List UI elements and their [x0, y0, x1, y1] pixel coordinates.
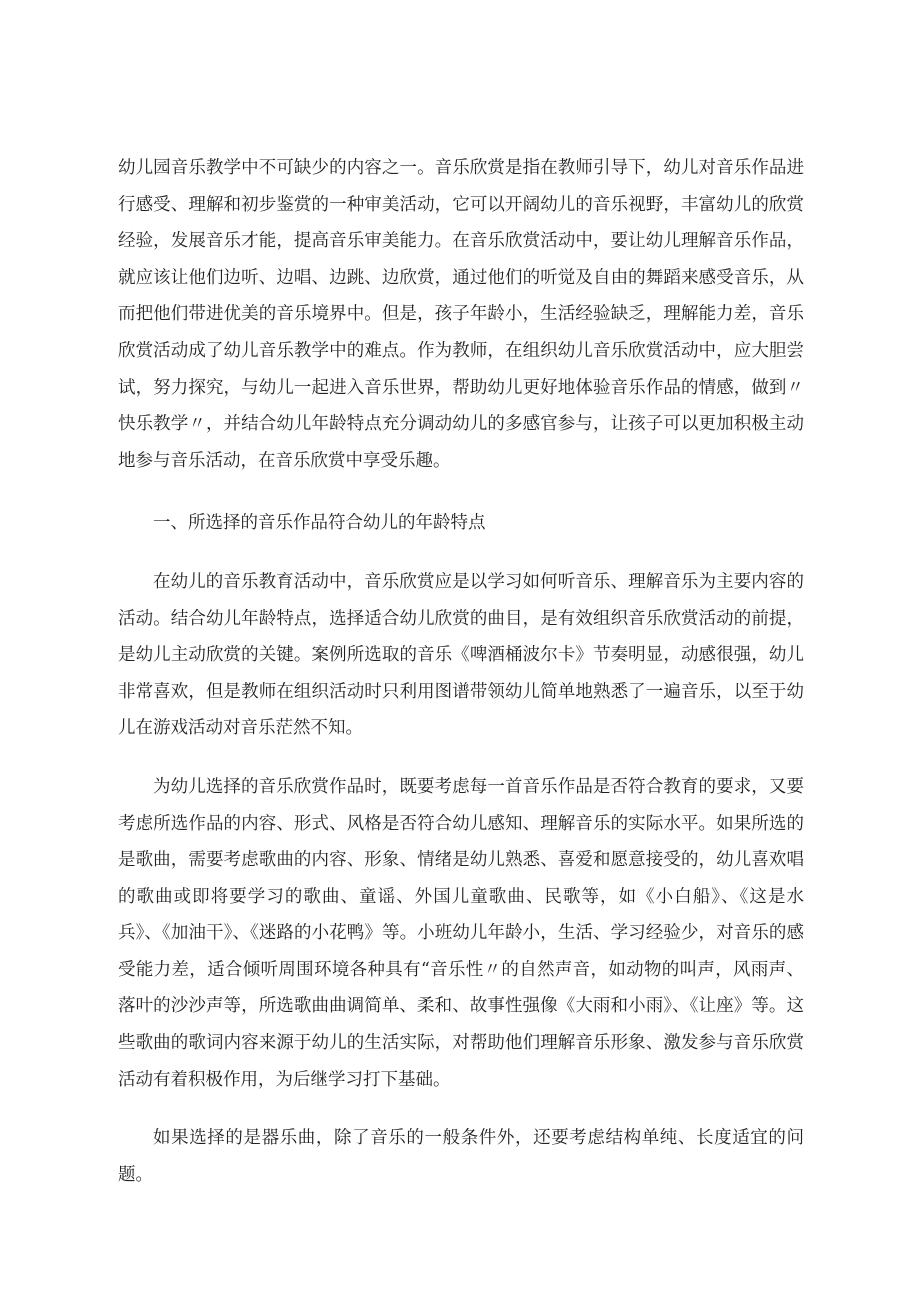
- section-heading: 一、所选择的音乐作品符合幼儿的年龄特点: [153, 513, 486, 534]
- body-paragraph: 为幼儿选择的音乐欣赏作品时，既要考虑每一首音乐作品是否符合教育的要求，又要考虑所选作品的内容、形式、风格是否符合幼儿感知、理解音乐的实际水平。如果所选的是歌曲，需要考虑歌曲的内容、形象、情绪是幼儿熟悉、喜爱和愿意接受的，幼儿喜欢唱的歌曲或即将要学习的歌曲、童谣、外国儿童歌曲、民歌等，如《小白船》、《这是水兵》、《加油干》、《迷路的小花鸭》等。小班幼儿年龄小，生活、学习经验少，对音乐的感受能力差，适合倾听周围环境各种具有“音乐性〃的自然声音，如动物的叫声，风雨声、落叶的沙沙声等，所选歌曲曲调简单、柔和、故事性强像《大雨和小雨》、《让座》等。这些歌曲的歌词内容来源于幼儿的生活实际，对帮助他们理解音乐形象、激发参与音乐欣赏活动有着积极作用，为后继学习打下基础。: [118, 776, 804, 1090]
- intro-paragraph: 幼儿园音乐教学中不可缺少的内容之一。音乐欣赏是指在教师引导下，幼儿对音乐作品进行感受、理解和初步鉴赏的一种审美活动，它可以开阔幼儿的音乐视野，丰富幼儿的欣赏经验，发展音乐才能，提高音乐审美能力。在音乐欣赏活动中，要让幼儿理解音乐作品，就应该让他们边听、边唱、边跳、边欣赏，通过他们的听觉及自由的舞蹈来感受音乐，从而把他们带进优美的音乐境界中。但是，孩子年龄小，生活经验缺乏，理解能力差，音乐欣赏活动成了幼儿音乐教学中的难点。作为教师，在组织幼儿音乐欣赏活动中，应大胆尝试，努力探究，与幼儿一起进入音乐世界，帮助幼儿更好地体验音乐作品的情感，做到〃快乐教学〃，并结合幼儿年龄特点充分调动幼儿的多感官参与，让孩子可以更加积极主动地参与音乐活动，在音乐欣赏中享受乐趣。: [118, 158, 804, 471]
- body-paragraph: 在幼儿的音乐教育活动中，音乐欣赏应是以学习如何听音乐、理解音乐为主要内容的活动。结合幼儿年龄特点，选择适合幼儿欣赏的曲目，是有效组织音乐欣赏活动的前提，是幼儿主动欣赏的关键。案例所选取的音乐《啤酒桶波尔卡》节奏明显，动感很强，幼儿非常喜欢，但是教师在组织活动时只利用图谱带领幼儿简单地熟悉了一遍音乐，以至于幼儿在游戏活动对音乐茫然不知。: [118, 571, 804, 739]
- body-paragraph: 如果选择的是器乐曲，除了音乐的一般条件外，还要考虑结构单纯、长度适宜的问题。: [118, 1128, 804, 1185]
- document-body: [118, 150, 804, 1193]
